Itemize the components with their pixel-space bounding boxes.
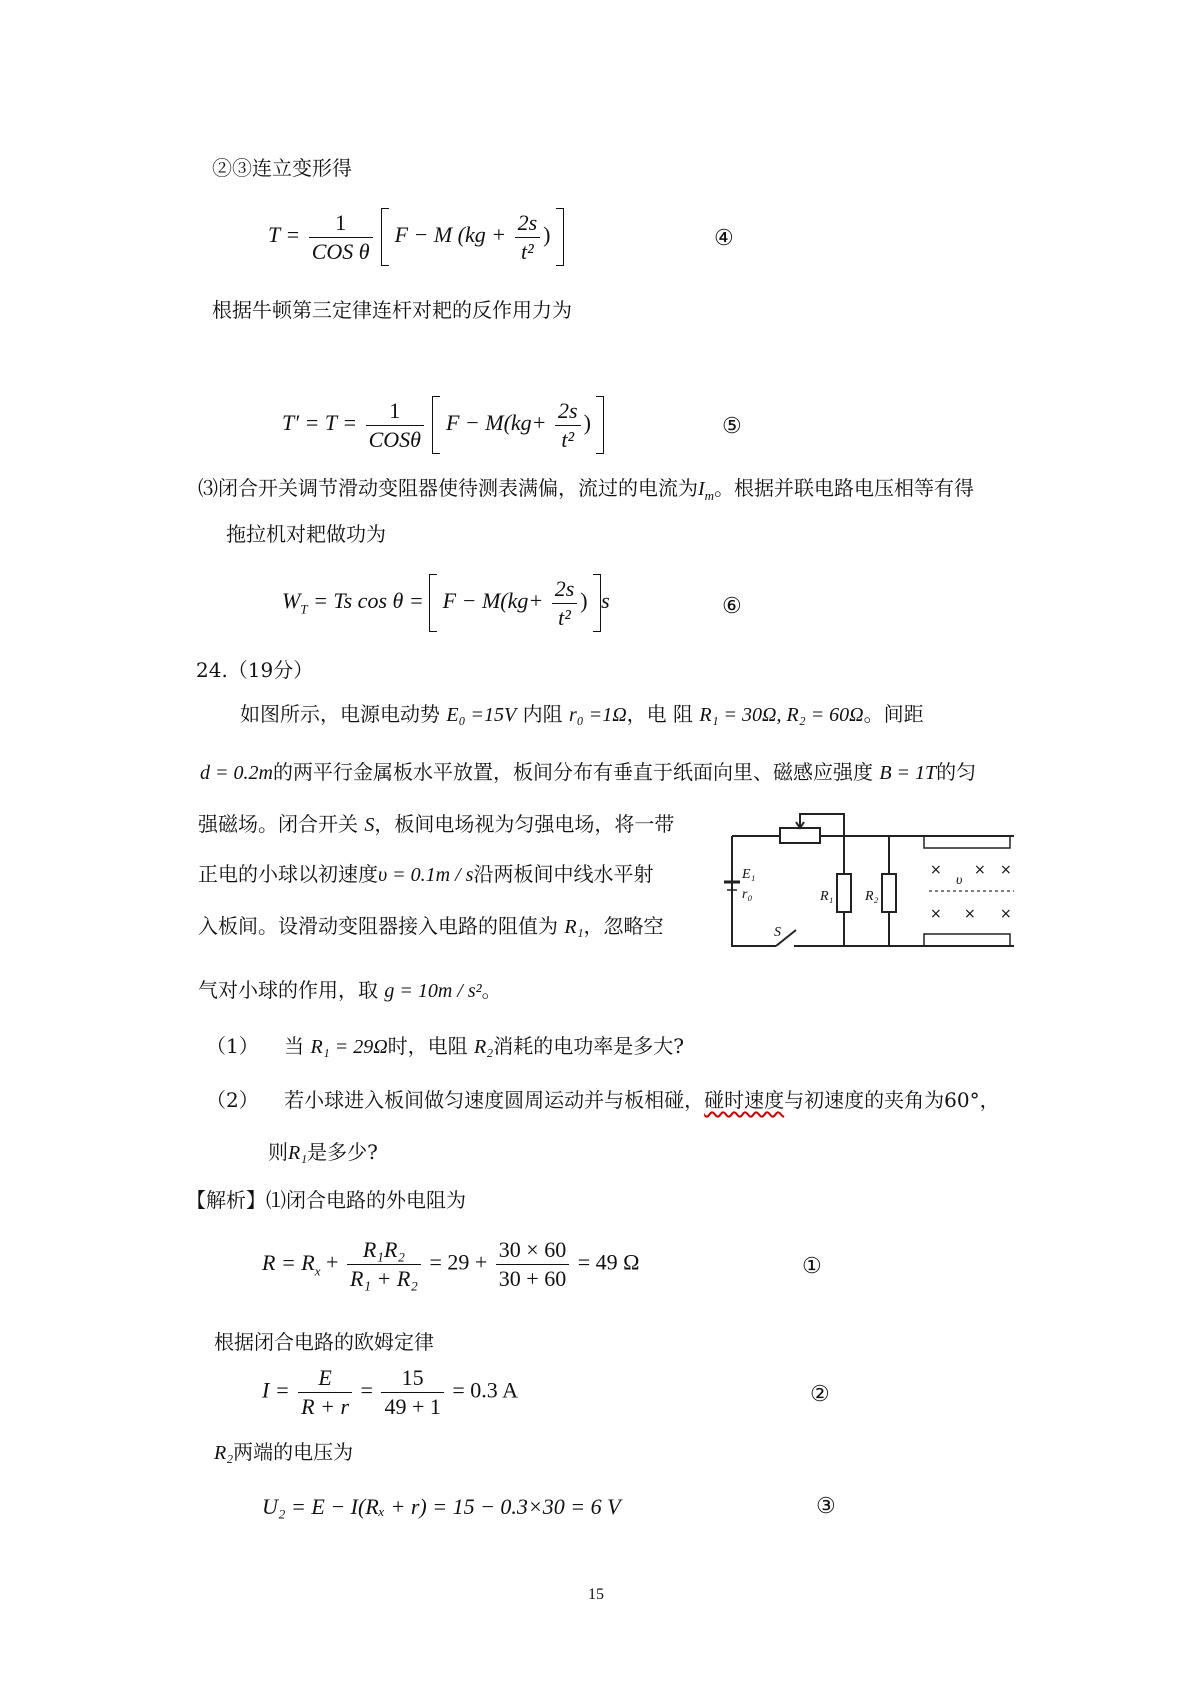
text-line — [268, 1140, 378, 1165]
frac-num: E — [318, 1365, 332, 1390]
formula: R₁ = 29Ω — [310, 1036, 388, 1058]
fraction — [496, 1236, 569, 1293]
eq-tail: s — [601, 588, 610, 614]
sym-sub: m — [704, 488, 715, 503]
eq-lhs: T′ = T = — [282, 410, 358, 436]
text-line — [214, 1440, 353, 1465]
label-S: S — [774, 925, 781, 940]
field-x: × — [974, 862, 986, 878]
frac-den: R + r — [298, 1392, 352, 1421]
field-x: × — [930, 862, 942, 878]
paren: ) — [580, 588, 588, 614]
eq-number: ⑥ — [722, 594, 742, 619]
text: 沿两板间中线水平射 — [473, 862, 654, 886]
equation-5 — [282, 396, 604, 454]
answer-label: 【解析】 — [186, 1188, 266, 1212]
text-line — [198, 862, 653, 887]
frac-den: COS θ — [309, 237, 373, 266]
sym-sub: T — [300, 601, 308, 617]
fraction — [515, 209, 541, 266]
text-line — [198, 812, 674, 837]
frac-num: 1 — [389, 397, 401, 423]
eq-lhs — [282, 588, 308, 617]
text-line: 根据牛顿第三定律连杆对耙的反作用力为 — [212, 298, 572, 322]
text: 如图所示，电源电动势 — [240, 702, 440, 726]
frac-den: 30 + 60 — [496, 1264, 569, 1293]
eq-inner: F − M (kg + — [394, 222, 507, 248]
fraction — [298, 1364, 352, 1421]
frac-num: 1 — [335, 209, 347, 235]
text: ，板间电场视为匀强电场，将一带 — [374, 812, 675, 836]
paren: ) — [543, 222, 551, 248]
sym-sub: x — [314, 1262, 321, 1278]
text: 与初速度的夹角为60°， — [784, 1088, 1000, 1112]
equation-6 — [282, 574, 610, 632]
answer-intro — [186, 1188, 466, 1212]
text: 。 — [481, 978, 502, 1002]
sym: R = R — [262, 1249, 315, 1275]
answer-eq-1 — [262, 1236, 639, 1293]
text: 两端的电压为 — [233, 1440, 354, 1464]
frac-den: 49 + 1 — [381, 1392, 443, 1421]
eq-lhs — [262, 1249, 321, 1278]
formula: E₀ =15V — [446, 704, 517, 726]
formula: B = 1T — [879, 762, 937, 784]
eq-number: ⑤ — [722, 414, 742, 439]
text-line: 拖拉机对耙做功为 — [226, 522, 386, 546]
answer-eq-2 — [262, 1364, 518, 1421]
text-line — [198, 476, 974, 508]
formula: S — [364, 814, 375, 836]
text: 气对小球的作用，取 — [198, 978, 378, 1002]
eq-number: ① — [802, 1254, 822, 1279]
text: 的匀 — [936, 760, 977, 784]
fraction — [555, 397, 581, 454]
field-x: × — [930, 906, 942, 922]
text: 碰时速度 — [704, 1088, 785, 1112]
eq-number: ③ — [816, 1494, 836, 1519]
text: ⑴闭合电路的外电阻为 — [266, 1188, 466, 1212]
eq-inner: F − M(kg+ — [442, 588, 544, 614]
text-line: 根据闭合电路的欧姆定律 — [214, 1330, 434, 1354]
text: 强磁场。闭合开关 — [198, 812, 358, 836]
label-v: υ — [956, 873, 963, 888]
label-r: r₀ — [742, 887, 753, 902]
bracket-right — [593, 574, 601, 632]
eq-number: ② — [810, 1382, 830, 1407]
sub-num: （2） — [206, 1088, 259, 1112]
text: 的两平行金属板水平放置，板间分布有垂直于纸面向里、磁感应强度 — [272, 760, 873, 784]
question-header: 24.（19分） — [196, 658, 314, 682]
frac-den: t² — [515, 237, 541, 266]
text: ，电 阻 — [626, 702, 694, 726]
text: 。根据并联电路电压相等有得 — [714, 476, 975, 500]
frac-num: 2s — [554, 575, 575, 601]
fraction — [381, 1364, 443, 1421]
text: ，忽略空 — [583, 914, 664, 938]
fraction — [366, 397, 424, 454]
field-x: × — [1000, 906, 1012, 922]
label-R1: R₁ — [820, 889, 834, 904]
bracket-right — [596, 396, 604, 454]
symbol — [698, 478, 715, 503]
text: 时，电阻 — [387, 1034, 468, 1058]
frac-num: 2s — [517, 209, 538, 235]
label-R2: R₂ — [865, 889, 879, 904]
eq-number: ④ — [714, 226, 734, 251]
formula: R₁ — [288, 1142, 308, 1164]
bracket-right — [556, 208, 564, 266]
frac-num: R₁R₂ — [362, 1237, 406, 1262]
frac-den: COSθ — [366, 425, 424, 454]
text-line — [200, 760, 976, 785]
equation-4 — [268, 208, 564, 266]
text: 则 — [268, 1140, 288, 1164]
frac-num: 15 — [401, 1365, 424, 1390]
text: 是多少? — [307, 1140, 378, 1164]
text: 入板间。设滑动变阻器接入电路的阻值为 — [198, 914, 558, 938]
op: + — [326, 1249, 339, 1275]
formula: υ = 0.1m / s — [378, 864, 474, 886]
text-line — [198, 978, 502, 1003]
answer-eq-3: U₂ = E − I(Rₓ + r) = 15 − 0.3×30 = 6 V — [262, 1494, 621, 1519]
text: 正电的小球以初速度 — [198, 862, 378, 886]
sym: W — [282, 588, 301, 614]
op: = — [360, 1377, 373, 1403]
label-E: E₁ — [742, 867, 756, 882]
bracket-left — [381, 208, 389, 266]
bracket-left — [432, 396, 440, 454]
formula: d = 0.2m — [200, 762, 273, 784]
sub-question-1 — [206, 1034, 684, 1059]
eq-lhs: I = — [262, 1377, 290, 1403]
text: ⑶闭合开关调节滑动变阻器使待测表满偏，流过的电流为 — [198, 476, 698, 500]
paren: ) — [583, 410, 591, 436]
page-number: 15 — [588, 1586, 604, 1603]
text: 若小球进入板间做匀速度圆周运动并与板相碰， — [284, 1088, 705, 1112]
text: 消耗的电功率是多大? — [493, 1034, 684, 1058]
fraction — [309, 209, 373, 266]
frac-den: t² — [555, 425, 581, 454]
eq-lhs: T = — [268, 222, 301, 248]
frac-num: 2s — [558, 397, 578, 423]
eq-result: = 49 Ω — [577, 1249, 640, 1275]
formula: g = 10m / s² — [384, 980, 482, 1002]
fraction — [552, 575, 578, 632]
eq-mid: = 29 + — [429, 1249, 488, 1275]
formula: R₂ — [474, 1036, 494, 1058]
sub-question-2 — [206, 1088, 1000, 1112]
eq-result: = 0.3 A — [452, 1377, 518, 1403]
sub-num: （1） — [206, 1034, 259, 1058]
field-x: × — [1000, 862, 1012, 878]
frac-den: t² — [552, 603, 578, 632]
formula: R₁ — [564, 916, 584, 938]
eq-inner: F − M(kg+ — [445, 410, 547, 436]
frac-den: R₁ + R₂ — [347, 1264, 421, 1293]
formula: r₀ =1Ω — [568, 704, 627, 726]
text: 。间距 — [863, 702, 924, 726]
formula: R₁ = 30Ω, R₂ = 60Ω — [699, 704, 864, 726]
bracket-left — [429, 574, 437, 632]
eq-mid: = Ts cos θ = — [313, 588, 424, 614]
text: 内阻 — [522, 702, 563, 726]
text-line: ②③连立变形得 — [212, 156, 352, 180]
text-line — [198, 914, 664, 939]
fraction — [347, 1236, 421, 1293]
formula: R₂ — [214, 1442, 234, 1464]
sym: I — [698, 478, 705, 500]
text: 当 — [284, 1034, 305, 1058]
field-x: × — [964, 906, 976, 922]
frac-num: 30 × 60 — [498, 1237, 567, 1262]
circuit-diagram — [724, 806, 1024, 956]
text-line — [240, 702, 924, 727]
